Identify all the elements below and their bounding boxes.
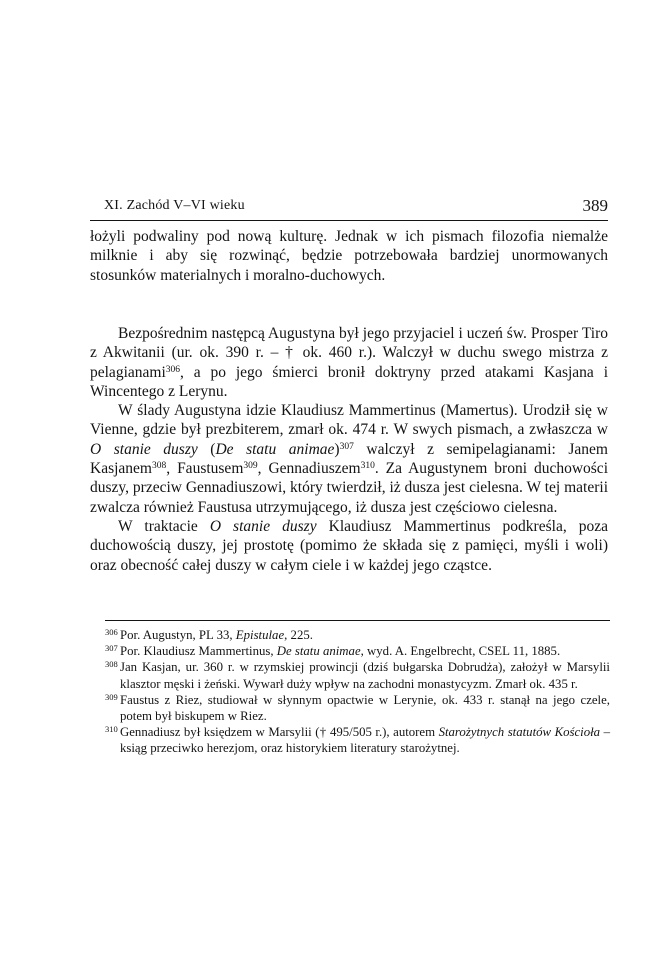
- footnote-mark: 307: [105, 643, 118, 654]
- footnote-307: [105, 643, 610, 659]
- paragraph-prosper: [90, 324, 608, 401]
- continuation-paragraph: łożyli podwaliny pod nową kulturę. Jednak w ich pismach filozofia niemalże milknie i aby się rozwinąć, będzie potrzebowała bardziej unormowanych stosunków materialnych i moralno-duchowych.: [90, 228, 608, 284]
- text-run: , a po jego śmierci bronił doktryny przed atakami Kasjana i Wincentego z Lerynu.: [90, 363, 608, 400]
- footnote-text: Por. Klaudiusz Mammertinus,: [120, 644, 277, 659]
- footnote-text: Faustus z Riez, studiował w słynnym opactwie w Lerynie, ok. 433 r. stanął na jego czele, potem był biskupem w Riez.: [120, 692, 610, 724]
- footnote-310: [105, 724, 610, 756]
- footnote-ref-307[interactable]: 307: [339, 441, 354, 452]
- footnote-text: Por. Augustyn, PL 33,: [120, 628, 236, 642]
- footnote-309: [105, 692, 610, 724]
- footnote-italic: De statu animae: [276, 644, 361, 659]
- text-run: W ślady Augustyna idzie Klaudiusz Mammertinus (Mamertus). Urodził się w Vienne, gdzie był prezbiterem, zmarł ok. 474 r. W swych pismach, a zwłaszcza w: [90, 402, 608, 439]
- italic-title: O stanie duszy: [90, 440, 198, 458]
- footnote-italic: Starożytnych statutów Kościoła: [438, 725, 601, 740]
- footnote-mark: 308: [105, 659, 118, 670]
- footnote-text: Jan Kasjan, ur. 360 r. w rzymskiej prowincji (dziś bułgarska Dobrudża), założył w Marsylii klasztor męski i żeński. Wywarł duży wpływ na zachodni monastycyzm. Zmarł ok. 435 r.: [120, 660, 610, 691]
- footnote-ref-308[interactable]: 308: [151, 461, 167, 472]
- text-run: Bezpośrednim następcą Augustyna był jego przyjaciel i uczeń św. Prosper Tiro z Akwitanii (ur. ok. 390 r. – † ok. 460 r.). Walczył w duchu swego mistrza z pelagianami: [90, 325, 608, 381]
- footnote-mark: 309: [105, 691, 118, 702]
- text-run: ): [334, 440, 340, 458]
- footnote-308: [105, 659, 610, 691]
- footnote-mark: 310: [105, 724, 118, 735]
- footnote-rule: [105, 620, 610, 621]
- footnote-ref-310[interactable]: 310: [360, 461, 375, 472]
- text-run: Klaudiusz Mammertinus podkreśla, poza duchowością duszy, jej prostotę (pomimo że składa się z pamięci, myśli i woli) oraz obecność całej duszy w całym ciele i w każdej jego cząstce.: [90, 517, 609, 574]
- footnotes: [105, 627, 610, 757]
- text-run: walczył z semipelagianami: Janem Kasjanem: [90, 440, 608, 478]
- text-run: . Za Augustynem broni duchowości duszy, przeciw Gennadiuszowi, który twierdził, iż dusza jest cielesna. W tej materii zwalcza również Faustusa utrzymującego, iż dusza jest częściowo cielesna.: [90, 460, 608, 516]
- chapter-title: XI. Zachód V–VI wieku: [104, 198, 245, 213]
- footnote-text: Gennadiusz był księdzem w Marsylii († 495/505 r.), autorem: [120, 725, 439, 740]
- footnote-ref-309[interactable]: 309: [243, 461, 258, 472]
- italic-title: O stanie duszy: [209, 517, 317, 535]
- paragraph-treatise: [90, 517, 608, 575]
- text-run: W traktacie: [118, 517, 210, 535]
- footnote-ref-306[interactable]: 306: [165, 364, 180, 375]
- footnote-mark: 306: [105, 627, 118, 637]
- footnote-italic: Epistulae: [235, 628, 285, 642]
- italic-title: De statu animae: [215, 440, 335, 458]
- page-number: 389: [582, 196, 608, 215]
- paragraph-mammertinus: [90, 401, 608, 517]
- footnote-text: – ksiąg przeciwko herezjom, oraz historykiem literatury starożytnej.: [120, 725, 610, 756]
- running-header: [90, 196, 608, 218]
- text-run: , Gennadiuszem: [257, 460, 361, 478]
- text-run: , Faustusem: [166, 460, 244, 478]
- main-text: [90, 324, 608, 575]
- footnote-306: [105, 627, 610, 643]
- header-rule: [90, 220, 608, 221]
- continuation-text: [90, 227, 608, 285]
- footnote-text: , 225.: [284, 628, 313, 642]
- text-run: (: [197, 440, 216, 458]
- footnote-text: , wyd. A. Engelbrecht, CSEL 11, 1885.: [360, 644, 561, 659]
